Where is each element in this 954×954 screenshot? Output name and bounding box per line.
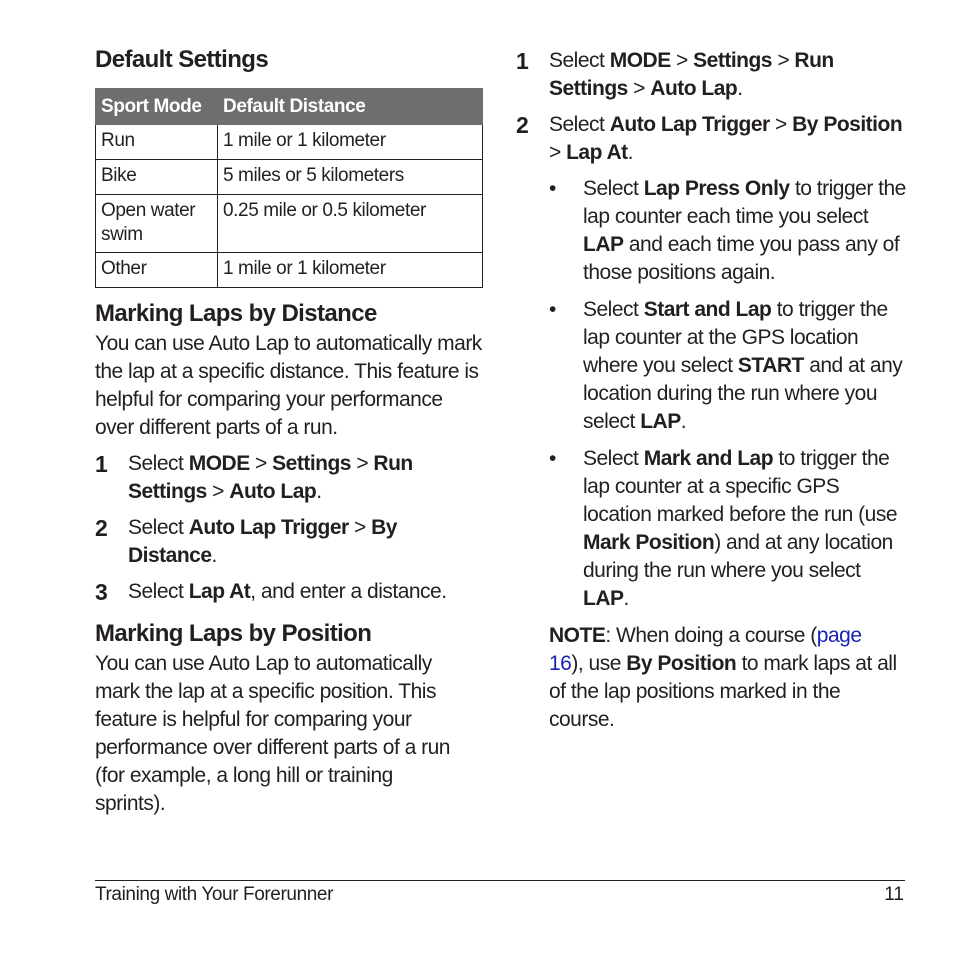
table-cell-distance: 1 mile or 1 kilometer [218,253,483,288]
bullet-key-name: LAP [640,410,681,433]
note-text: ), use [571,652,627,675]
step-number: 3 [95,579,108,605]
bullet-text: Select [583,447,644,470]
table-cell-distance: 1 mile or 1 kilometer [218,125,483,160]
note-text: : When doing a course ( [605,624,817,647]
bullet-option-name: Mark and Lap [643,447,774,470]
step-text: > [206,480,230,503]
laps-by-distance-heading: Marking Laps by Distance [95,300,377,327]
step-text: > [348,516,372,539]
step-number: 2 [516,112,529,138]
bullet-icon: • [549,298,556,321]
note-label: NOTE [549,624,606,647]
step-menu-item: Lap At [188,580,251,603]
bullet-option-name: Lap Press Only [643,177,790,200]
table-row [96,125,483,160]
step-menu-item: Lap At [566,141,628,164]
table-row [96,160,483,195]
table-row [96,253,483,288]
step-number: 1 [95,451,108,477]
step-text: Select [128,452,189,475]
bullet-item [516,296,911,436]
bullet-text: to trigger the lap counter at the GPS location where you select [583,298,888,377]
step-menu-item: Auto Lap Trigger [188,516,349,539]
laps-by-position-intro: You can use Auto Lap to automatically mark the lap at a specific position. This feature is helpful for comparing your performance over different parts of a run (for example, a long hill or training sprints). [95,652,450,815]
table-header-sport-mode: Sport Mode [96,89,218,125]
step-menu-item: MODE [609,49,671,72]
lap-trigger-options [516,175,911,613]
laps-by-distance-steps [95,450,485,606]
step-item [516,111,911,167]
footer-divider [95,880,905,881]
step-text: , and enter a distance. [250,580,447,603]
step-item [95,514,485,570]
default-settings-heading: Default Settings [95,46,269,73]
laps-by-position-steps [516,47,911,167]
right-column [516,47,911,734]
bullet-text: to trigger the lap counter each time you select [583,177,906,228]
step-menu-item: By Distance [128,516,397,567]
bullet-item [516,175,911,287]
table-cell-sport: Open water swim [96,195,218,253]
bullet-text: . [680,410,687,433]
step-item [516,47,911,103]
table-header-default-distance: Default Distance [218,89,483,125]
bullet-text: Select [583,298,644,321]
step-text: > [670,49,694,72]
table-cell-sport: Run [96,125,218,160]
step-menu-item: Run Settings [128,452,413,503]
step-menu-item: MODE [188,452,250,475]
default-settings-table [95,88,483,288]
step-menu-item: Run Settings [549,49,834,100]
bullet-text: . [623,587,629,610]
laps-by-distance-intro: You can use Auto Lap to automatically mark the lap at a specific distance. This feature is helpful for comparing your performance over different parts of a run. [95,332,482,439]
page-number: 11 [884,884,904,905]
step-text: Select [549,113,610,136]
step-text: > [350,452,374,475]
table-cell-sport: Other [96,253,218,288]
step-text: > [627,77,651,100]
step-menu-item: Auto Lap Trigger [609,113,770,136]
step-text: . [316,480,322,503]
bullet-option-name: Start and Lap [643,298,772,321]
bullet-text: ) and at any location during the run where you select [583,531,893,582]
bullet-icon: • [549,177,556,200]
step-item [95,450,485,506]
left-column [95,44,485,818]
note-option-name: By Position [626,652,737,675]
step-number: 1 [516,48,529,74]
bullet-text: Select [583,177,644,200]
step-menu-item: Auto Lap [229,480,317,503]
step-menu-item: Auto Lap [650,77,738,100]
bullet-text: to trigger the lap counter at a specific GPS location marked before the run (use [583,447,898,526]
page-16-link[interactable]: page 16 [549,624,862,675]
course-note [549,622,899,734]
bullet-key-name: START [737,354,804,377]
table-cell-distance: 0.25 mile or 0.5 kilometer [218,195,483,253]
table-cell-distance: 5 miles or 5 kilometers [218,160,483,195]
table-row [96,195,483,253]
step-menu-item: Settings [272,452,351,475]
bullet-option-name: Mark Position [583,531,715,554]
step-text: Select [128,516,189,539]
table-header-row [96,89,483,125]
bullet-text: and each time you pass any of those positions again. [583,233,900,284]
step-menu-item: By Position [792,113,903,136]
step-text: . [627,141,634,164]
bullet-key-name: LAP [583,233,624,256]
step-text: > [549,141,567,164]
step-text: . [211,544,217,567]
step-text: Select [549,49,610,72]
laps-by-position-heading: Marking Laps by Position [95,620,372,647]
footer-section-title: Training with Your Forerunner [95,884,333,905]
bullet-item [516,445,911,613]
bullet-icon: • [549,447,556,470]
step-item [95,578,485,606]
step-text: . [737,77,743,100]
step-text: > [249,452,273,475]
step-text: > [771,49,795,72]
bullet-text: and at any location during the run where you select [583,354,903,433]
step-menu-item: Settings [693,49,772,72]
table-cell-sport: Bike [96,160,218,195]
step-number: 2 [95,515,108,541]
bullet-key-name: LAP [583,587,624,610]
step-text: > [769,113,793,136]
note-text: to mark laps at all of the lap positions marked in the course. [549,652,897,731]
step-text: Select [128,580,189,603]
